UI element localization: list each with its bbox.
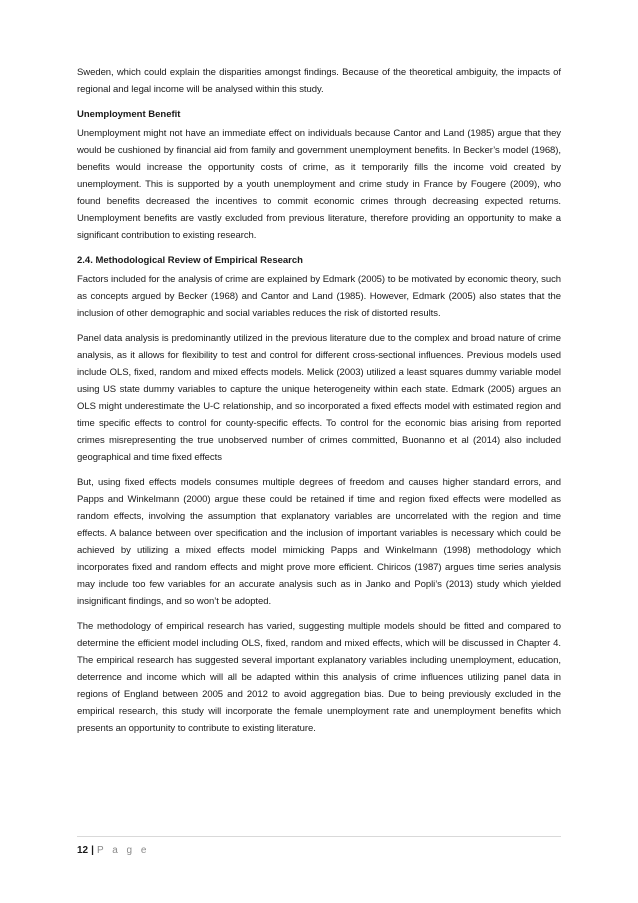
unemployment-benefit-paragraph: Unemployment might not have an immediate effect on individuals because Cantor and Land (1985) argue that they would be cushioned by financial aid from family and government unemployment benefits. In Becker’s model (1968), benefits would increase the opportunity costs of crime, as it temporarily fills the income void created by unemployment. This is supported by a youth unemployment and crime study in France by Fougere (2009), who found benefits decreased the incentives to commit economic crimes through decreasing expected returns. Unemployment benefits are vastly excluded from previous literature, therefore providing an opportunity to make a significant contribution to existing research. — [77, 128, 561, 241]
unemployment-benefit-heading: Unemployment Benefit — [77, 109, 181, 120]
methodology-paragraph-summary: The methodology of empirical research has varied, suggesting multiple models should be fitted and compared to determine the efficient model including OLS, fixed, random and mixed effects, which will be discussed in Chapter 4. The empirical research has suggested several important explanatory variables including unemployment, education, deterrence and income which will all be adapted within this analysis of crime influences utilizing panel data in regions of England between 2005 and 2012 to avoid aggregation bias. Due to being previously excluded in the empirical research, this study will incorporate the female unemployment rate and unemployment benefits which presents an opportunity to contribute to existing literature. — [77, 621, 561, 734]
footer-divider — [77, 836, 561, 837]
methodology-paragraph-fixed-effects: But, using fixed effects models consumes multiple degrees of freedom and causes higher standard errors, and Papps and Winkelmann (2000) argue these could be retained if time and region fixed effects were modelled as random effects, involving the assumption that explanatory variables are uncorrelated with the region and time effects. A balance between over specification and the inclusion of important variables is necessary which could be achieved by utilizing a mixed effects model mimicking Papps and Winkelmann (1998) methodology which incorporates fixed and random effects and might prove more efficient. Chiricos (1987) argues time series analysis may include too few variables for an accurate analysis such as in Janko and Popli’s (2013) study which yielded insignificant findings, and so won’t be adopted. — [77, 477, 561, 607]
methodology-paragraph-factors: Factors included for the analysis of crime are explained by Edmark (2005) to be motivated by economic theory, such as concepts argued by Becker (1968) and Cantor and Land (1985). However, Edmark (2005) also states that the inclusion of other demographic and social variables reduces the risk of distorted results. — [77, 274, 561, 319]
methodological-review-heading: 2.4. Methodological Review of Empirical Research — [77, 255, 303, 266]
page-number: 12 — [77, 845, 89, 856]
methodology-paragraph-panel-data: Panel data analysis is predominantly utilized in the previous literature due to the complex and broad nature of crime analysis, as it allows for flexibility to test and control for different cross-sectional influences. Previous models used include OLS, fixed, random and mixed effects models. Melick (2003) utilized a least squares dummy variable model using US state dummy variables to capture the unique heterogeneity within each state. Edmark (2005) argues an OLS might underestimate the U-C relationship, and so incorporated a fixed effects model with estimated region and time specific effects to control for county-specific effects. To control for the economic bias arising from reported crimes misrepresenting the true unobserved number of crimes committed, Buonanno et al (2014) also included geographical and time fixed effects — [77, 333, 561, 463]
page-footer — [77, 844, 149, 858]
page-word: P a g e — [96, 845, 150, 856]
document-page — [77, 64, 561, 745]
footer-separator: | — [91, 845, 94, 856]
intro-paragraph: Sweden, which could explain the disparities amongst findings. Because of the theoretical ambiguity, the impacts of regional and legal income will be analysed within this study. — [77, 67, 561, 95]
